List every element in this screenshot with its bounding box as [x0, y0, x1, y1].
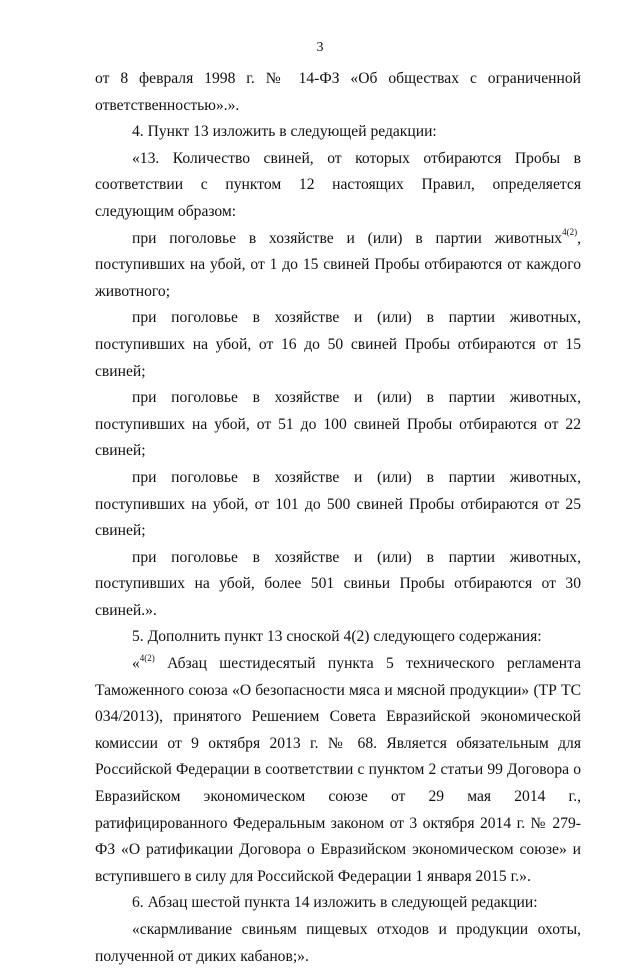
paragraph-footnote-text: [95, 651, 581, 890]
paragraph-herd-over-501: при поголовье в хозяйстве и (или) в партии животных, поступивших на убой, более 501 свиньи Пробы отбираются от 30 свиней.».: [95, 548, 581, 619]
paragraph-herd-1-15: [95, 226, 581, 306]
paragraph-herd-16-50: при поголовье в хозяйстве и (или) в партии животных, поступивших на убой, от 16 до 50 свиней Пробы отбираются от 15 свиней;: [95, 309, 581, 380]
paragraph-herd-51-100: при поголовье в хозяйстве и (или) в партии животных, поступивших на убой, от 51 до 100 свиней Пробы отбираются от 22 свиней;: [95, 389, 581, 460]
paragraph-text-post: Абзац шестидесятый пункта 5 технического регламента Таможенного союза «О безопасности мяса и мясной продукции» (ТР ТС 034/2013), принятого Решением Совета Евразийской экономической комиссии от 9 октября 2013 г. № 68. Является обязательным для Российской Федерации в соответствии с пунктом 2 статьи 99 Договора о Евразийском экономическом союзе от 29 мая 2014 г., ратифицированного Федеральным законом от 3 октября 2014 г. № 279-ФЗ «О ратификации Договора о Евразийском экономическом союзе» и вступившего в силу для Российской Федерации 1 января 2015 г.».: [95, 655, 581, 885]
paragraph-herd-101-500: при поголовье в хозяйстве и (или) в партии животных, поступивших на убой, от 101 до 500 свиней Пробы отбираются от 25 свиней;: [95, 468, 581, 540]
paragraph-text-post: , поступивших на убой, от 1 до 15 свиней Пробы отбираются от каждого животного;: [95, 229, 581, 300]
paragraph-item-4: 4. Пункт 13 изложить в следующей редакции:: [132, 123, 437, 141]
paragraph-continuation: от 8 февраля 1998 г. № 14-ФЗ «Об обществах с ограниченной ответственностью».».: [95, 70, 581, 114]
paragraph-item-5: 5. Дополнить пункт 13 сноской 4(2) следующего содержания:: [132, 628, 542, 646]
paragraph-quote-13: «13. Количество свиней, от которых отбираются Пробы в соответствии с пунктом 12 настоящих Правил, определяется следующим образом:: [95, 149, 581, 220]
footnote-ref: 4(2): [139, 652, 155, 663]
paragraph-item-6: 6. Абзац шестой пункта 14 изложить в следующей редакции:: [132, 894, 538, 912]
page-number: 3: [316, 40, 324, 55]
document-body: [95, 66, 581, 970]
footnote-ref: 4(2): [562, 227, 578, 238]
paragraph-text-pre: «: [132, 655, 140, 673]
paragraph-feeding: «скармливание свиньям пищевых отходов и продукции охоты, полученной от диких кабанов;».: [95, 921, 581, 965]
paragraph-text-pre: при поголовье в хозяйстве и (или) в партии животных: [132, 229, 563, 247]
